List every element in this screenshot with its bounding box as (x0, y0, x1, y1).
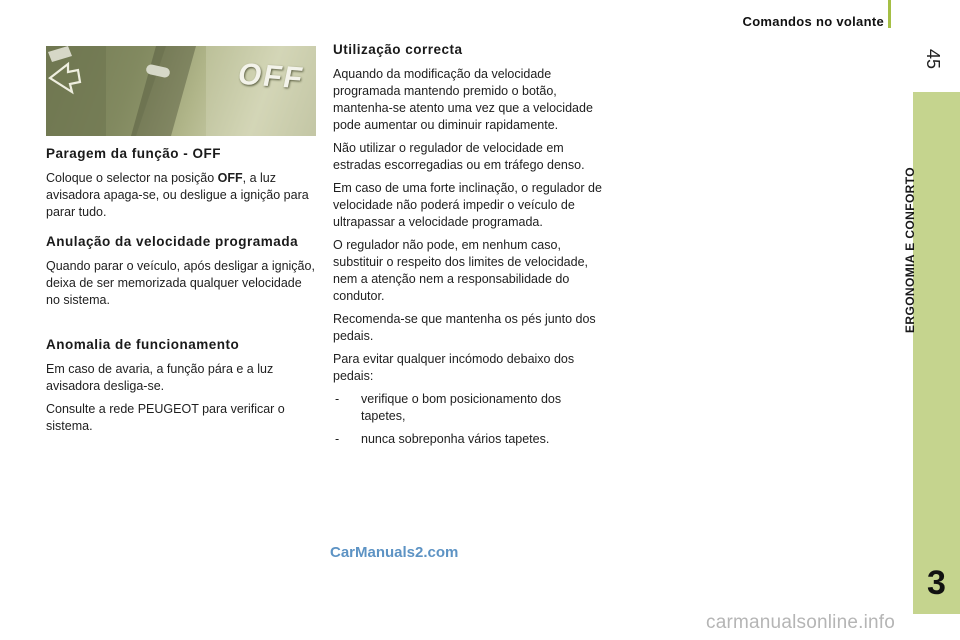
paragraph: Para evitar qualquer incómodo debaixo dos pedais: (333, 352, 575, 383)
page-header-title: Comandos no volante (742, 14, 884, 29)
chapter-side-tab (913, 92, 960, 560)
paragraph (46, 170, 318, 221)
paragraph: Recomenda-se que mantenha os pés junto dos pedais. (333, 312, 596, 343)
list-text: verifique o bom posicionamento dos tapetes, (361, 392, 562, 423)
section-title: Anomalia de funcionamento (46, 337, 240, 352)
right-column (333, 42, 605, 454)
cruise-control-photo (46, 46, 316, 136)
section-cancel-speed (46, 234, 318, 309)
paragraph: O regulador não pode, em nenhum caso, substituir o respeito dos limites de velocidade, nem a atenção nem a responsabilidade do condutor. (333, 238, 588, 303)
section-malfunction (46, 337, 318, 435)
section-stop-function (46, 146, 318, 221)
chapter-title: ERGONOMIA E CONFORTO (903, 167, 917, 334)
chapter-number: 3 (927, 564, 946, 602)
list-dash: - (335, 392, 340, 406)
paragraph: Em caso de avaria, a função pára e a luz avisadora desliga-se. (46, 362, 274, 393)
paragraph: Quando parar o veículo, após desligar a ignição, deixa de ser memorizada qualquer velocidade no sistema. (46, 259, 315, 307)
list-text: nunca sobreponha vários tapetes. (361, 432, 550, 446)
section-title: Paragem da função - OFF (46, 146, 222, 161)
section-title: Utilização correcta (333, 42, 463, 57)
text-run: Coloque o selector na posição (46, 171, 218, 185)
paragraph: Em caso de uma forte inclinação, o regulador de velocidade não poderá impedir o veículo de ultrapassar a velocidade programada. (333, 181, 602, 229)
off-label: OFF (235, 57, 308, 96)
list-dash: - (335, 432, 340, 446)
watermark-carmanuals2[interactable]: CarManuals2.com (330, 544, 459, 561)
page-number: 45 (923, 48, 944, 70)
paragraph: Não utilizar o regulador de velocidade em estradas escorregadias ou em tráfego denso. (333, 141, 585, 172)
header-accent-line (888, 0, 891, 28)
section-title: Anulação da velocidade programada (46, 234, 299, 249)
text-run: , a luz avisadora apaga-se, ou desligue a ignição para parar tudo. (46, 171, 309, 219)
paragraph: Consulte a rede PEUGEOT para verificar o sistema. (46, 402, 285, 433)
left-column (46, 146, 318, 448)
list-item (333, 431, 605, 448)
list-item (333, 391, 605, 425)
bold-text: OFF (217, 171, 243, 185)
watermark-carmanualsonline[interactable]: carmanualsonline.info (706, 612, 896, 633)
paragraph: Aquando da modificação da velocidade programada mantendo premido o botão, mantenha-se atento uma vez que a velocidade pode aumentar ou diminuir rapidamente. (333, 67, 593, 132)
